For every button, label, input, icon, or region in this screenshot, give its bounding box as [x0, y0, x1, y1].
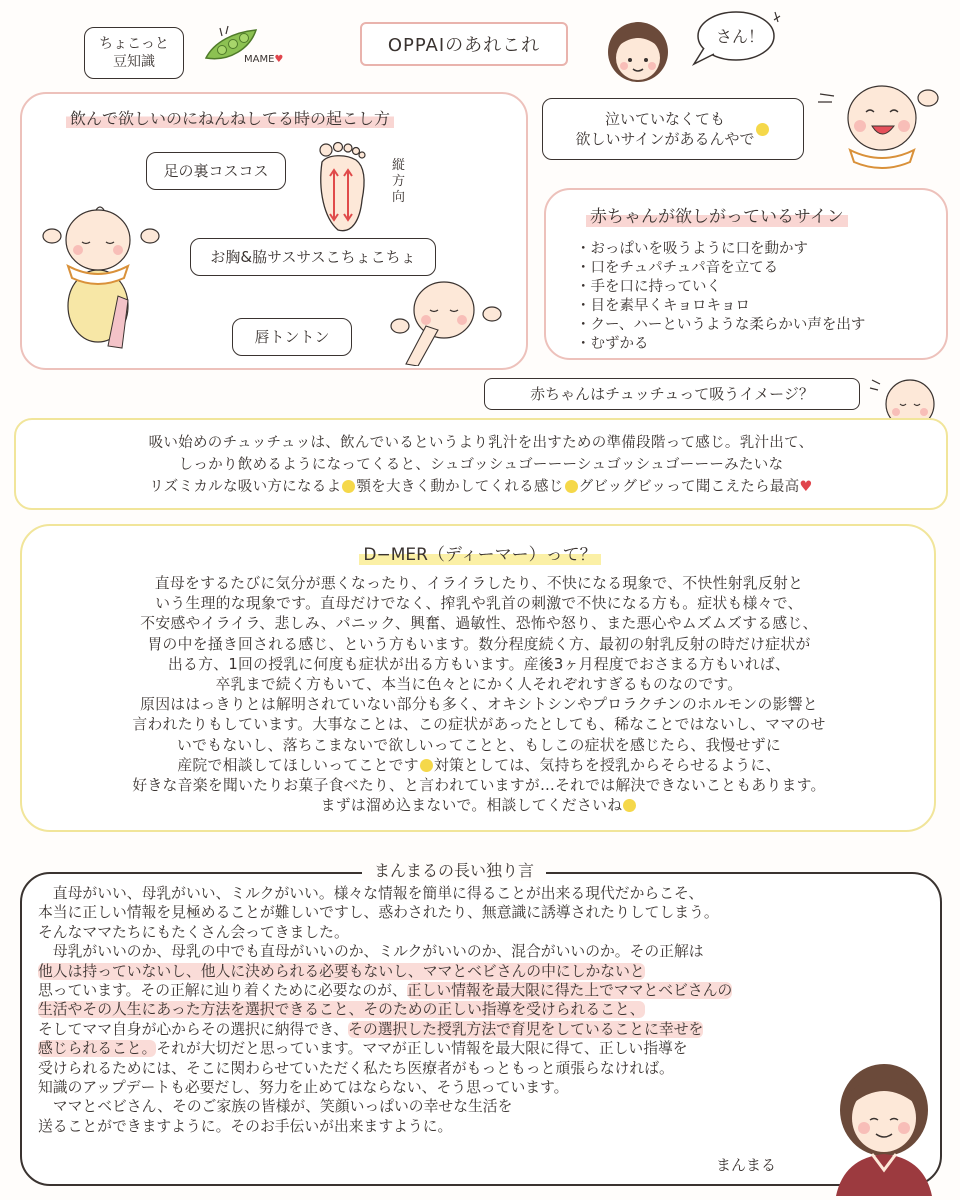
smile-icon — [756, 123, 769, 136]
smile-icon — [565, 480, 578, 493]
sign-item: ・ 口をチュパチュパ音を立てる — [576, 259, 936, 278]
direction-label: 縦方向 — [392, 158, 406, 205]
sign-item: ・ クー、ハーというような柔らかい声を出す — [576, 316, 936, 335]
nurse-portrait — [824, 1056, 944, 1196]
method-sole-rub: 足の裏コスコス — [146, 152, 286, 190]
suck-bubble: 赤ちゃんはチュッチュって吸うイメージ？ — [484, 378, 860, 410]
baby-lip-tap-icon — [386, 270, 506, 366]
baby-sleeping-icon — [38, 196, 168, 356]
smile-icon — [420, 759, 433, 772]
wake-up-title: 飲んで欲しいのにねんねしてる時の起こし方 — [66, 106, 394, 129]
mame-label: MAME♥ — [244, 54, 284, 65]
foot-icon — [308, 140, 378, 236]
san-text: さん！ — [716, 27, 765, 46]
suck-text: 吸い始めのチュッチュッは、飲んでいるというより乳汁を出すための準備段階って感じ。乳汁出て、 しっかり飲めるようになってくると、シュゴッシュゴーーーシュゴッシュゴーーーみたいな リズミカルな吸い方になるよ 顎を大きく動かしてくれる感じ グビッグビッって聞こえたら最高♥ — [148, 435, 814, 495]
nurse-avatar — [602, 14, 674, 86]
signature: まんまる — [716, 1156, 777, 1174]
baby-happy-icon — [816, 66, 946, 186]
smile-icon — [623, 799, 636, 812]
intro-bubble: 泣いていなくても 欲しいサインがあるんやで — [542, 98, 804, 160]
dmer-title: D−MER（ディーマー）って？ — [0, 540, 960, 565]
page-title: OPPAIのあれこれ — [360, 22, 568, 66]
heart-icon: ♥ — [799, 479, 813, 495]
sign-item: ・ 目を素早くキョロキョロ — [576, 297, 936, 316]
smile-icon — [342, 480, 355, 493]
sign-item: ・ おっぱいを吸うように口を動かす — [576, 240, 936, 259]
signs-title: 赤ちゃんが欲しがっているサイン — [586, 202, 848, 227]
signs-list — [576, 240, 936, 354]
sign-item: ・ 手を口に持っていく — [576, 278, 936, 297]
trivia-bubble: ちょこっと 豆知識 — [84, 27, 184, 79]
dmer-text: 直母をするたびに気分が悪くなったり、イライラしたり、不快になる現象で、不快性射乳反射と いう生理的な現象です。直母だけでなく、搾乳や乳首の刺激で不快になる方も。症状も様々で、 不安感やイライラ、悲しみ、パニック、興奮、過敏性、恐怖や怒り、また悪心やムズムズする感じ、 胃の中を掻き回される感じ、という方もいます。数分程度続く方、最初の射乳反射の時だけ症状が 出る方、1回の授乳に何度も症状が出る方もいます。産後3ヶ月程度でおさまる方もいれば、 卒乳まで続く方もいて、本当に色々とにかく人それぞれすぎるものなのです。 原因ははっきりとは解明されていない部分も多く、オキシトシンやプロラクチンのホルモンの影響と 言われたりもしています。大事なことは、この症状があったとしても、稀なことではないし、ママのせ いでもないし、落ちこまないで欲しいってことと、もしこの症状を感じたら、我慢せずに 産院で相談してほしいってことです 対策としては、気持ちを授乳からそらせるように、 好きな音楽を聞いたりお菓子食べたり、と言われていますが…それでは解決できないこともあります。 まずは溜め込まないで。相談してくださいね — [132, 575, 826, 815]
monologue-text: 直母がいい、母乳がいい、ミルクがいい。様々な情報を簡単に得ることが出来る現代だからこそ、 本当に正しい情報を見極めることが難しいですし、惑わされたり、無意識に誘導されたりしてしまう。 そんなママたちにもたくさん会ってきました。 母乳がいいのか、母乳の中でも直母がいいのか、ミルクがいいのか、混合がいいのか。その正解は 他人は持っていないし、他人に決められる必要もないし、ママとベビさんの中にしかないと 思っています。その正解に辿り着くために必要なのが、正しい情報を最大限に得た上でママとベビさんの 生活やその人生にあった方法を選択できること、そのための正しい指導を受けられること、 そしてママ自身が心からその選択に納得でき、その選択した授乳方法で育児をしていることに幸せを 感じられること。それが大切だと思っています。ママが正しい情報を最大限に得て、正しい指導を 受けられるためには、そこに関わらせていただく私たち医療者がもっともっと頑張らなければ。 知識のアップデートも必要だし、努力を止めてはならない、そう思っています。 ママとベビさん、そのご家族の皆様が、笑顔いっぱいの幸せな生活を 送ることができますように。そのお手伝いが出来ますように。 — [38, 885, 733, 1135]
method-lip-tap: 唇トントン — [232, 318, 352, 356]
method-chest-tickle: お胸&脇サスサスこちょこちょ — [190, 238, 436, 276]
monologue-title: まんまるの長い独り言 — [362, 858, 546, 881]
sign-item: ・ むずかる — [576, 335, 936, 354]
